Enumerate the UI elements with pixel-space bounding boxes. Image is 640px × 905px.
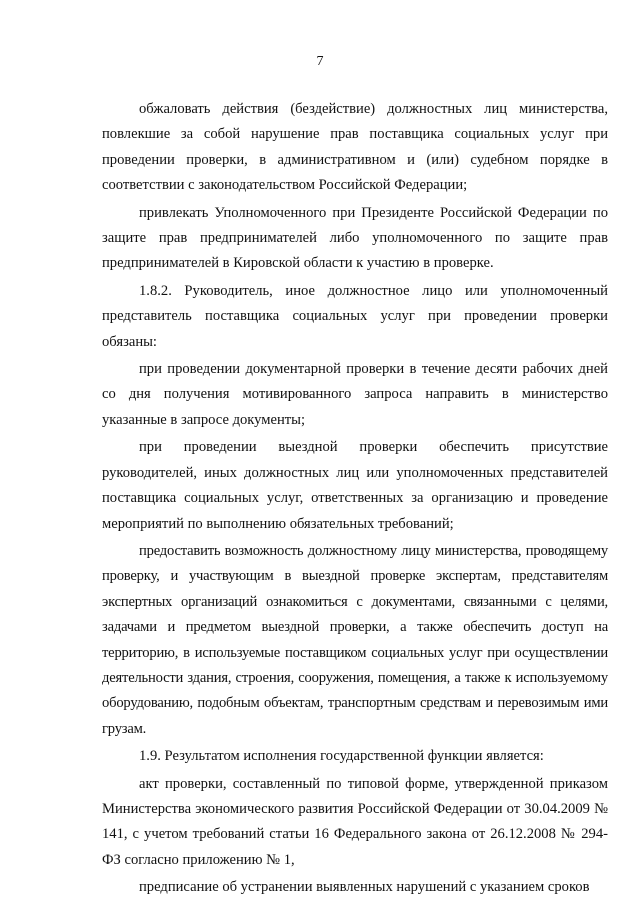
document-body	[102, 97, 608, 901]
paragraph-appeal-actions: обжаловать действия (бездействие) должностных лиц министерства, повлекшие за собой нарушение прав поставщика социальных услуг при проведении проверки, в административном и (или) судебном порядке в соответствии с законодательством Российской Федерации;	[102, 101, 608, 194]
paragraph-section-1-8-2: 1.8.2. Руководитель, иное должностное лицо или уполномоченный представитель поставщика социальных услуг при проведении проверки обязаны:	[102, 282, 608, 350]
paragraph-violation-order: предписание об устранении выявленных нарушений с указанием сроков	[139, 879, 590, 896]
paragraph-inspection-act: акт проверки, составленный по типовой форме, утвержденной приказом Министерства экономического развития Российской Федерации от 30.04.2009 № 141, с учетом требований статьи 16 Федерального закона от 26.12.2008 № 294-ФЗ согласно приложению № 1,	[102, 775, 608, 868]
paragraph-section-1-9: 1.9. Результатом исполнения государственной функции является:	[139, 748, 544, 765]
paragraph-documentary-check: при проведении документарной проверки в течение десяти рабочих дней со дня получения мотивированного запроса направить в министерство указанные в запросе документы;	[102, 361, 608, 428]
paragraph-involve-ombudsman: привлекать Уполномоченного при Президенте Российской Федерации по защите прав предпринимателей либо уполномоченного по защите прав предпринимателей в Кировской области к участию в проверке.	[102, 204, 608, 272]
paragraph-provide-access: предоставить возможность должностному лицу министерства, проводящему проверку, и участвующим в выездной проверке экспертам, представителям экспертных организаций ознакомиться с документами, связанными с целями, задачами и предметом выездной проверки, а также обеспечить доступ на территорию, в используемые поставщиком социальных услуг при осуществлении деятельности здания, строения, сооружения, помещения, а также к используемому оборудованию, подобным объектам, транспортным средствам и перевозимым ими грузам.	[102, 542, 608, 737]
paragraph-onsite-check-presence: при проведении выездной проверки обеспечить присутствие руководителей, иных должностных лиц или уполномоченных представителей поставщика социальных услуг, ответственных за организацию и проведение мероприятий по выполнению обязательных требований;	[102, 439, 608, 532]
page-number: 7	[316, 54, 324, 69]
